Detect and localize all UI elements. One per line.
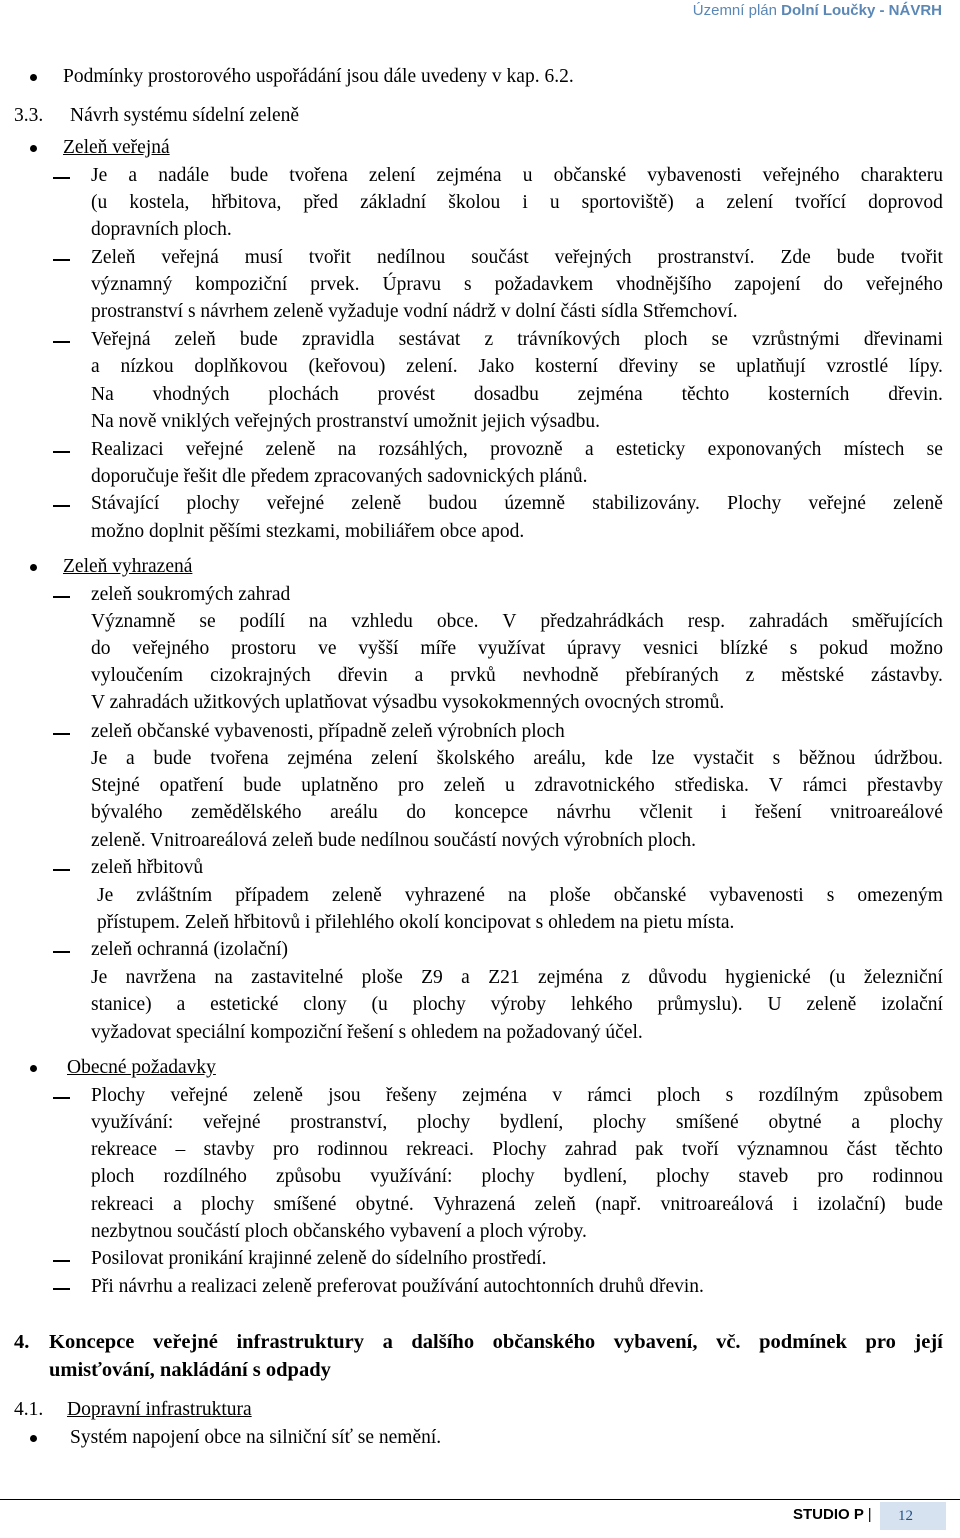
text-line: doporučuje řešit dle předem zpracovaných sadovnických plánů. bbox=[91, 466, 588, 487]
section-number: 3.3. bbox=[14, 105, 44, 126]
text-line: Je a nadále bude tvořena zelení zejména u občanské vybavenosti veřejného charakteru bbox=[91, 165, 943, 186]
section-title: Dopravní infrastruktura bbox=[67, 1399, 252, 1420]
text-line: Při návrhu a realizaci zeleně preferovat používání autochtonních druhů dřevin. bbox=[91, 1276, 704, 1297]
text-line: Posilovat pronikání krajinné zeleně do sídelního prostředí. bbox=[91, 1248, 547, 1269]
text-line: možno doplnit pěšími stezkami, mobiliářem obce apod. bbox=[91, 521, 525, 542]
bullet-icon bbox=[30, 1435, 37, 1442]
bullet-icon bbox=[30, 74, 37, 81]
text-line: Zeleň veřejná musí tvořit nedílnou součást veřejných prostranství. Zde bude tvořit bbox=[91, 247, 943, 268]
chapter-title-line: Koncepce veřejné infrastruktury a dalšího občanského vybavení, vč. podmínek pro její bbox=[49, 1331, 943, 1353]
item-title: zeleň ochranná (izolační) bbox=[91, 939, 289, 960]
footer-divider bbox=[0, 1499, 960, 1500]
section-title: Návrh systému sídelní zeleně bbox=[70, 105, 300, 126]
chapter-title-line: umisťování, nakládání s odpady bbox=[49, 1359, 331, 1381]
item-title: zeleň občanské vybavenosti, případně zeleň výrobních ploch bbox=[91, 721, 565, 742]
text-line: prostranství s návrhem zeleně vyžaduje vodní nádrž v dolní části sídla Střemchoví. bbox=[91, 301, 738, 322]
text-line: dopravních ploch. bbox=[91, 219, 232, 240]
text-line: V zahradách užitkových uplatňovat výsadbu vysokokmenných ovocných stromů. bbox=[91, 692, 725, 713]
text-line: Veřejná zeleň bude zpravidla sestávat z trávníkových ploch se vzrůstnými dřevinami bbox=[91, 329, 943, 350]
bullet-icon bbox=[30, 145, 37, 152]
item-title: zeleň soukromých zahrad bbox=[91, 584, 291, 605]
item-title: zeleň hřbitovů bbox=[91, 857, 204, 878]
dash-icon bbox=[53, 869, 70, 871]
text-line: Významně se podílí na vzhledu obce. V předzahrádkách resp. zahradách směřujících bbox=[91, 611, 943, 632]
dash-icon bbox=[53, 1260, 70, 1262]
footer-separator: | bbox=[867, 1506, 872, 1523]
text-line: bývalého zemědělského areálu do koncepce návrhu včlenit i řešení vnitroareálové bbox=[91, 802, 943, 823]
text-line: Stávající plochy veřejné zeleně budou územně stabilizovány. Plochy veřejné zeleně bbox=[91, 493, 943, 514]
text-line: stanice) a estetické clony (u plochy výroby lehkého průmyslu). U zeleně izolační bbox=[91, 994, 943, 1015]
intro-text: Podmínky prostorového uspořádání jsou dále uvedeny v kap. 6.2. bbox=[63, 66, 574, 87]
text-line: Stejné opatření bude uplatněno pro zeleň u zdravotnického střediska. V rámci přestavby bbox=[91, 775, 943, 796]
text-line: Je navržena na zastavitelné ploše Z9 a Z21 zejména z důvodu hygienické (u železniční bbox=[91, 967, 943, 988]
header-label: Územní plán bbox=[692, 2, 777, 19]
footer-studio bbox=[793, 1505, 872, 1525]
text-line: vyžadovat speciální kompoziční řešení s ohledem na požadovaný účel. bbox=[91, 1022, 643, 1043]
text-line: nezbytnou součástí ploch občanského vybavení a ploch výroby. bbox=[91, 1221, 587, 1242]
page-number: 12 bbox=[880, 1502, 946, 1530]
text-line: Na vhodných plochách provést dosadbu zejména těchto kosterních dřevin. bbox=[91, 384, 943, 405]
text-line: přístupem. Zeleň hřbitovů i přilehlého okolí koncipovat s ohledem na pietu místa. bbox=[97, 912, 735, 933]
dash-icon bbox=[53, 1288, 70, 1290]
dash-icon bbox=[53, 451, 70, 453]
text-line: Na nově vniklých veřejných prostranství umožnit jejich výsadbu. bbox=[91, 411, 601, 432]
text-line: do veřejného prostoru ve vyšší míře využívat úpravy vesnici blízké s pokud možno bbox=[91, 638, 943, 659]
text-line: a nízkou doplňkovou (keřovou) zelení. Jako kosterní dřeviny se uplatňují vzrostlé lípy. bbox=[91, 356, 943, 377]
text-line: Systém napojení obce na silniční síť se nemění. bbox=[70, 1427, 442, 1448]
text-line: Je a bude tvořena zejména zelení školského areálu, kde lze vystačit s běžnou údržbou. bbox=[91, 748, 943, 769]
footer-studio-label: STUDIO P bbox=[793, 1506, 864, 1523]
text-line: Plochy veřejné zeleně jsou řešeny zejména v rámci ploch s rozdílným způsobem bbox=[91, 1085, 943, 1106]
dash-icon bbox=[53, 1097, 70, 1099]
text-line: rekreaci a plochy smíšené obytné. Vyhrazená zeleň (např. vnitroareálová i izolační) bude bbox=[91, 1194, 943, 1215]
dash-icon bbox=[53, 951, 70, 953]
bullet-icon bbox=[30, 1065, 37, 1072]
text-line: významný kompoziční prvek. Úpravu s požadavkem vhodnějšího zapojení do veřejného bbox=[91, 274, 943, 295]
text-line: Realizaci veřejné zeleně na rozsáhlých, provozně a esteticky exponovaných místech se bbox=[91, 439, 943, 460]
text-line: vyloučením cizokrajných dřevin a prvků nevhodně přebíraných z městské zástavby. bbox=[91, 665, 943, 686]
dash-icon bbox=[53, 733, 70, 735]
subheading-obecne-pozadavky: Obecné požadavky bbox=[67, 1057, 216, 1078]
dash-icon bbox=[53, 596, 70, 598]
text-line: Je zvláštním případem zeleně vyhrazené na ploše občanské vybavenosti s omezeným bbox=[97, 885, 943, 906]
page-header bbox=[693, 2, 942, 19]
subheading-zelen-vyhrazena: Zeleň vyhrazená bbox=[63, 556, 193, 577]
chapter-number: 4. bbox=[14, 1331, 30, 1353]
dash-icon bbox=[53, 259, 70, 261]
text-line: rekreace – stavby pro rodinnou rekreaci. Plochy zahrad pak tvoří významnou část těchto bbox=[91, 1139, 943, 1160]
text-line: zeleně. Vnitroareálová zeleň bude nedílnou součástí nových výrobních ploch. bbox=[91, 830, 697, 851]
dash-icon bbox=[53, 341, 70, 343]
header-title: Dolní Loučky - NÁVRH bbox=[781, 2, 942, 19]
subheading-zelen-verejna: Zeleň veřejná bbox=[63, 137, 170, 158]
section-number: 4.1. bbox=[14, 1399, 44, 1420]
text-line: ploch rozdílného způsobu využívání: plochy bydlení, plochy staveb pro rodinnou bbox=[91, 1166, 943, 1187]
dash-icon bbox=[53, 505, 70, 507]
text-line: využívání: veřejné prostranství, plochy bydlení, plochy smíšené obytné a plochy bbox=[91, 1112, 943, 1133]
bullet-icon bbox=[30, 564, 37, 571]
text-line: (u kostela, hřbitova, před základní školou i u sportoviště) a zelení tvořící doprovod bbox=[91, 192, 943, 213]
dash-icon bbox=[53, 177, 70, 179]
